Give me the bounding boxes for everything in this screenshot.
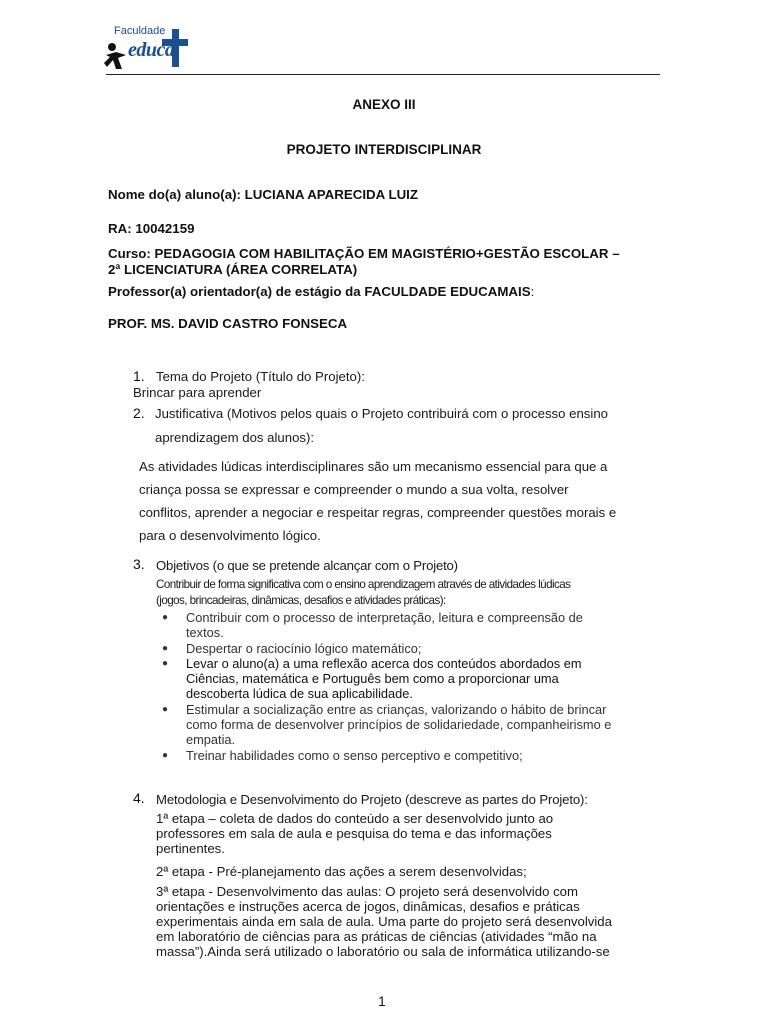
step-line: 3ª etapa - Desenvolvimento das aulas: O projeto será desenvolvido com [156, 884, 578, 899]
step-line: massa”).Ainda será utilizado o laboratório ou sala de informática utilizando-se [156, 944, 610, 959]
project-title: PROJETO INTERDISCIPLINAR [286, 142, 482, 157]
section-4-number: 4. [133, 790, 145, 806]
step-line: experimentais ainda em sala de aula. Uma parte do projeto será desenvolvida [156, 914, 612, 929]
objective-item [162, 748, 523, 763]
section-3-number: 3. [133, 556, 145, 572]
logo-brand-text: educa [128, 39, 175, 61]
section-3-intro-line: Contribuir de forma significativa com o ensino aprendizagem através de atividades lúdicas [156, 578, 571, 591]
section-2-body-line: criança possa se expressar e compreender o mundo a sua volta, resolver [139, 482, 569, 497]
section-4-title: Metodologia e Desenvolvimento do Projeto (descreve as partes do Projeto): [156, 792, 588, 807]
objective-line: Estimular a socialização entre as crianças, valorizando o hábito de brincar [186, 702, 607, 717]
step-line: 1ª etapa – coleta de dados do conteúdo a ser desenvolvido junto ao [156, 811, 554, 826]
course-line-2: 2ª LICENCIATURA (ÁREA CORRELATA) [108, 262, 358, 277]
section-1-body: Brincar para aprender [133, 385, 262, 400]
section-2-title-line-1: Justificativa (Motivos pelos quais o Projeto contribuirá com o processo ensino [155, 406, 608, 421]
step-line: professores em sala de aula e pesquisa do tema e das informações [156, 826, 552, 841]
bullet-icon: ● [162, 612, 169, 623]
section-3-title: Objetivos (o que se pretende alcançar com o Projeto) [156, 558, 458, 573]
objective-line: textos. [186, 625, 224, 640]
step-line: em laboratório de ciências para as práticas de ciências (atividades “mão na [156, 929, 597, 944]
advisor-colon: : [530, 284, 535, 299]
section-2-number: 2. [133, 405, 145, 421]
student-name: Nome do(a) aluno(a): LUCIANA APARECIDA LUIZ [108, 187, 418, 202]
objective-item [162, 641, 422, 656]
course-line-1: Curso: PEDAGOGIA COM HABILITAÇÃO EM MAGISTÉRIO+GESTÃO ESCOLAR – [108, 246, 620, 261]
annex-title: ANEXO III [352, 97, 416, 112]
page-number: 1 [378, 993, 386, 1009]
step-2: 2ª etapa - Pré-planejamento das ações a serem desenvolvidas; [156, 864, 527, 879]
objective-item [162, 702, 612, 747]
objective-line: Despertar o raciocínio lógico matemático; [186, 641, 422, 656]
step-1 [156, 811, 553, 856]
step-3 [156, 884, 612, 959]
section-2-title-line-2: aprendizagem dos alunos): [155, 430, 315, 445]
objective-item [162, 656, 582, 701]
objective-line: Contribuir com o processo de interpretação, leitura e compreensão de [186, 610, 583, 625]
advisor-text: Professor(a) orientador(a) de estágio da FACULDADE EDUCAMAIS [108, 284, 531, 299]
bullet-icon: ● [162, 704, 169, 715]
objective-line: empatia. [186, 732, 236, 747]
logo-small-text: Faculdade [114, 25, 166, 37]
bullet-icon: ● [162, 750, 169, 761]
header-rule [106, 74, 660, 75]
advisor-line [108, 284, 534, 299]
objective-line: Levar o aluno(a) a uma reflexão acerca dos conteúdos abordados em [186, 656, 582, 671]
section-2-body-line: para o desenvolvimento lógico. [139, 528, 321, 543]
section-3-intro-line: (jogos, brincadeiras, dinâmicas, desafios e atividades práticas): [156, 594, 446, 607]
section-1-number: 1. [133, 368, 145, 384]
section-2-body-line: conflitos, aprender a negociar e respeitar regras, compreender questões morais e [139, 505, 617, 520]
objective-line: descoberta lúdica de sua aplicabilidade. [186, 686, 413, 701]
section-1-title: Tema do Projeto (Título do Projeto): [156, 369, 365, 384]
objective-line: como forma de desenvolver princípios de solidariedade, companheirismo e [186, 717, 612, 732]
step-line: pertinentes. [156, 841, 225, 856]
professor-name: PROF. MS. DAVID CASTRO FONSECA [108, 316, 348, 331]
faculdade-educamais-logo [104, 25, 190, 75]
bullet-icon: ● [162, 658, 169, 669]
ra-number: RA: 10042159 [108, 221, 195, 236]
bullet-icon: ● [162, 643, 169, 654]
objective-line: Ciências, matemática e Português bem como a proporcionar uma [186, 671, 559, 686]
objective-item [162, 610, 583, 640]
objective-line: Treinar habilidades como o senso perceptivo e competitivo; [186, 748, 523, 763]
section-2-body-line: As atividades lúdicas interdisciplinares são um mecanismo essencial para que a [139, 459, 608, 474]
step-line: orientações e instruções acerca de jogos, dinâmicas, desafios e práticas [156, 899, 580, 914]
